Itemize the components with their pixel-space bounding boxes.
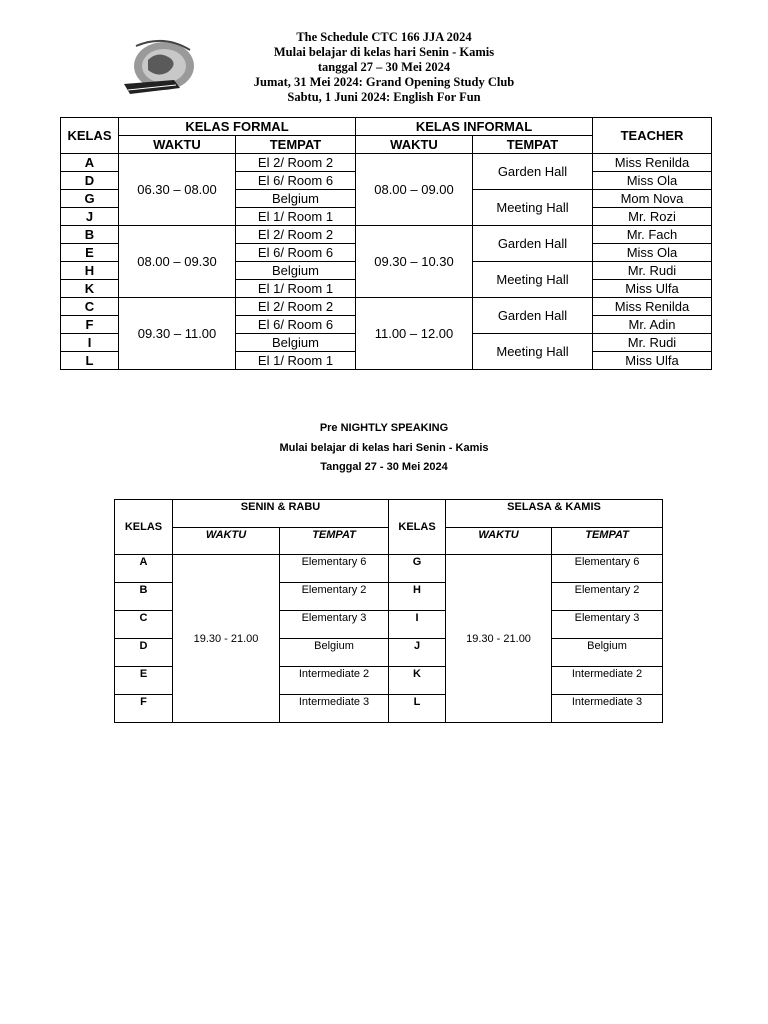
kelas-cell: D <box>61 172 119 190</box>
tempat-cell: Intermediate 3 <box>280 695 389 723</box>
tempat-cell: Elementary 3 <box>280 611 389 639</box>
informal-place-cell: Garden Hall <box>473 298 593 334</box>
teacher-cell: Mr. Rudi <box>593 262 712 280</box>
tempat-cell: Belgium <box>280 639 389 667</box>
section2-line-1: Pre NIGHTLY SPEAKING <box>319 422 449 434</box>
kelas-cell: J <box>61 208 119 226</box>
informal-place-cell: Meeting Hall <box>473 190 593 226</box>
formal-place-cell: El 2/ Room 2 <box>236 298 356 316</box>
kelas-cell: K <box>389 667 446 695</box>
nightly-speaking-header <box>0 419 768 478</box>
kelas-cell: L <box>61 352 119 370</box>
formal-place-cell: El 1/ Room 1 <box>236 352 356 370</box>
informal-place-cell: Garden Hall <box>473 226 593 262</box>
teacher-cell: Mr. Rozi <box>593 208 712 226</box>
kelas-cell: J <box>389 639 446 667</box>
formal-waktu-header: WAKTU <box>119 136 236 154</box>
waktu-cell: 19.30 - 21.00 <box>173 555 280 723</box>
section2-line-3: Tanggal 27 - 30 Mei 2024 <box>320 461 448 473</box>
kelas-cell: H <box>389 583 446 611</box>
teacher-cell: Miss Renilda <box>593 298 712 316</box>
kelas-cell: K <box>61 280 119 298</box>
informal-place-cell: Meeting Hall <box>473 262 593 298</box>
tempat-cell: Elementary 6 <box>280 555 389 583</box>
teacher-cell: Mr. Fach <box>593 226 712 244</box>
informal-tempat-header: TEMPAT <box>473 136 593 154</box>
kelas-formal-header: KELAS FORMAL <box>119 118 356 136</box>
kelas-header: KELAS <box>61 118 119 154</box>
formal-time-cell: 09.30 – 11.00 <box>119 298 236 370</box>
teacher-cell: Mr. Rudi <box>593 334 712 352</box>
informal-place-cell: Garden Hall <box>473 154 593 190</box>
informal-place-cell: Meeting Hall <box>473 334 593 370</box>
teacher-header: TEACHER <box>593 118 712 154</box>
kelas-cell: G <box>389 555 446 583</box>
senin-rabu-header: SENIN & RABU <box>173 500 389 528</box>
table-row <box>61 154 712 172</box>
waktu-cell: 19.30 - 21.00 <box>446 555 552 723</box>
selasa-kamis-header: SELASA & KAMIS <box>446 500 663 528</box>
kelas-header: KELAS <box>389 500 446 555</box>
kelas-cell: F <box>115 695 173 723</box>
teacher-cell: Mom Nova <box>593 190 712 208</box>
kelas-cell: C <box>115 611 173 639</box>
formal-tempat-header: TEMPAT <box>236 136 356 154</box>
tempat-cell: Elementary 3 <box>552 611 663 639</box>
tempat-cell: Belgium <box>552 639 663 667</box>
kelas-cell: B <box>61 226 119 244</box>
kelas-cell: C <box>61 298 119 316</box>
document-header <box>0 30 768 105</box>
table-row <box>61 298 712 316</box>
tempat-cell: Intermediate 2 <box>280 667 389 695</box>
formal-place-cell: Belgium <box>236 190 356 208</box>
kelas-cell: A <box>115 555 173 583</box>
nightly-speaking-table <box>114 499 663 723</box>
kelas-cell: B <box>115 583 173 611</box>
informal-time-cell: 11.00 – 12.00 <box>356 298 473 370</box>
teacher-cell: Miss Ola <box>593 172 712 190</box>
tempat-cell: Elementary 2 <box>280 583 389 611</box>
kelas-header: KELAS <box>115 500 173 555</box>
formal-place-cell: El 2/ Room 2 <box>236 154 356 172</box>
formal-place-cell: Belgium <box>236 334 356 352</box>
informal-time-cell: 09.30 – 10.30 <box>356 226 473 298</box>
formal-place-cell: El 1/ Room 1 <box>236 280 356 298</box>
formal-place-cell: El 6/ Room 6 <box>236 244 356 262</box>
kelas-cell: H <box>61 262 119 280</box>
tempat-header: TEMPAT <box>552 528 663 555</box>
tempat-cell: Intermediate 3 <box>552 695 663 723</box>
section2-line-2: Mulai belajar di kelas hari Senin - Kamis <box>279 441 489 454</box>
tempat-header: TEMPAT <box>280 528 389 555</box>
kelas-cell: F <box>61 316 119 334</box>
kelas-cell: I <box>389 611 446 639</box>
header-line-3: tanggal 27 – 30 Mei 2024 <box>317 60 451 74</box>
formal-time-cell: 06.30 – 08.00 <box>119 154 236 226</box>
kelas-cell: E <box>61 244 119 262</box>
teacher-cell: Mr. Adin <box>593 316 712 334</box>
teacher-cell: Miss Renilda <box>593 154 712 172</box>
kelas-cell: G <box>61 190 119 208</box>
waktu-header: WAKTU <box>446 528 552 555</box>
informal-waktu-header: WAKTU <box>356 136 473 154</box>
kelas-cell: L <box>389 695 446 723</box>
formal-place-cell: El 6/ Room 6 <box>236 316 356 334</box>
kelas-informal-header: KELAS INFORMAL <box>356 118 593 136</box>
kelas-cell: I <box>61 334 119 352</box>
table-row <box>115 555 663 583</box>
formal-place-cell: El 6/ Room 6 <box>236 172 356 190</box>
tempat-cell: Intermediate 2 <box>552 667 663 695</box>
formal-place-cell: Belgium <box>236 262 356 280</box>
header-line-2: Mulai belajar di kelas hari Senin - Kamis <box>273 45 495 59</box>
kelas-cell: A <box>61 154 119 172</box>
table-row <box>61 226 712 244</box>
formal-time-cell: 08.00 – 09.30 <box>119 226 236 298</box>
tempat-cell: Elementary 2 <box>552 583 663 611</box>
waktu-header: WAKTU <box>173 528 280 555</box>
header-line-4: Jumat, 31 Mei 2024: Grand Opening Study Club <box>253 75 515 89</box>
formal-place-cell: El 1/ Room 1 <box>236 208 356 226</box>
teacher-cell: Miss Ulfa <box>593 280 712 298</box>
class-schedule-table <box>60 117 712 370</box>
informal-time-cell: 08.00 – 09.00 <box>356 154 473 226</box>
header-line-1: The Schedule CTC 166 JJA 2024 <box>296 30 472 44</box>
tempat-cell: Elementary 6 <box>552 555 663 583</box>
teacher-cell: Miss Ola <box>593 244 712 262</box>
formal-place-cell: El 2/ Room 2 <box>236 226 356 244</box>
kelas-cell: E <box>115 667 173 695</box>
kelas-cell: D <box>115 639 173 667</box>
teacher-cell: Miss Ulfa <box>593 352 712 370</box>
header-line-5: Sabtu, 1 Juni 2024: English For Fun <box>287 90 481 104</box>
